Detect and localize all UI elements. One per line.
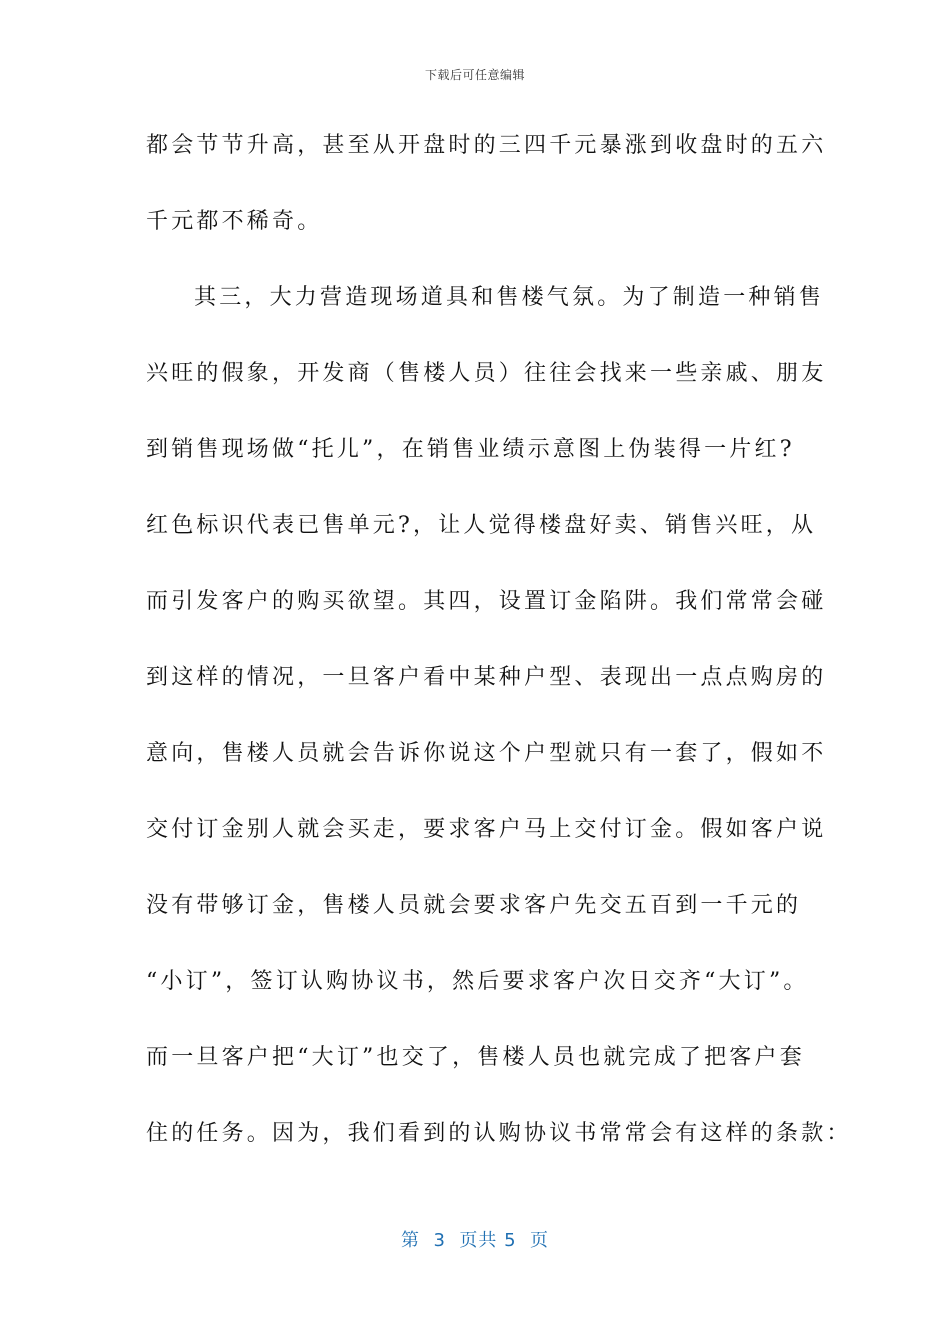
paragraph-line: 住的任务。因为，我们看到的认购协议书常常会有这样的条款： (146, 1121, 852, 1146)
paragraph-line: 其三，大力营造现场道具和售楼气氛。为了制造一种销售 (194, 285, 825, 310)
paragraph-line: 都会节节升高，甚至从开盘时的三四千元暴涨到收盘时的五六 (146, 133, 827, 158)
paragraph-line: 意向，售楼人员就会告诉你说这个户型就只有一套了，假如不 (146, 741, 827, 766)
header-note: 下载后可任意编辑 (424, 68, 525, 82)
paragraph-line: 交付订金别人就会买走，要求客户马上交付订金。假如客户说 (146, 817, 827, 842)
paragraph-line: 千元都不稀奇。 (146, 209, 323, 234)
paragraph-line: 而一旦客户把“大订”也交了，售楼人员也就完成了把客户套 (146, 1045, 805, 1070)
paragraph-line: 红色标识代表已售单元?，让人觉得楼盘好卖、销售兴旺，从 (146, 513, 817, 538)
paragraph-line: 到这样的情况，一旦客户看中某种户型、表现出一点点购房的 (146, 665, 827, 690)
paragraph-line: 到销售现场做“托儿”，在销售业绩示意图上伪装得一片红? (146, 437, 795, 462)
body-text (146, 108, 852, 1172)
paragraph-line: 而引发客户的购买欲望。其四，设置订金陷阱。我们常常会碰 (146, 589, 827, 614)
page-number-footer: 第 3 页共 5 页 (401, 1230, 549, 1251)
paragraph-line: “小订”，签订认购协议书，然后要求客户次日交齐“大订”。 (146, 969, 809, 994)
paragraph-line: 没有带够订金，售楼人员就会要求客户先交五百到一千元的 (146, 893, 802, 918)
paragraph-line: 兴旺的假象，开发商（售楼人员）往往会找来一些亲戚、朋友 (146, 361, 827, 386)
